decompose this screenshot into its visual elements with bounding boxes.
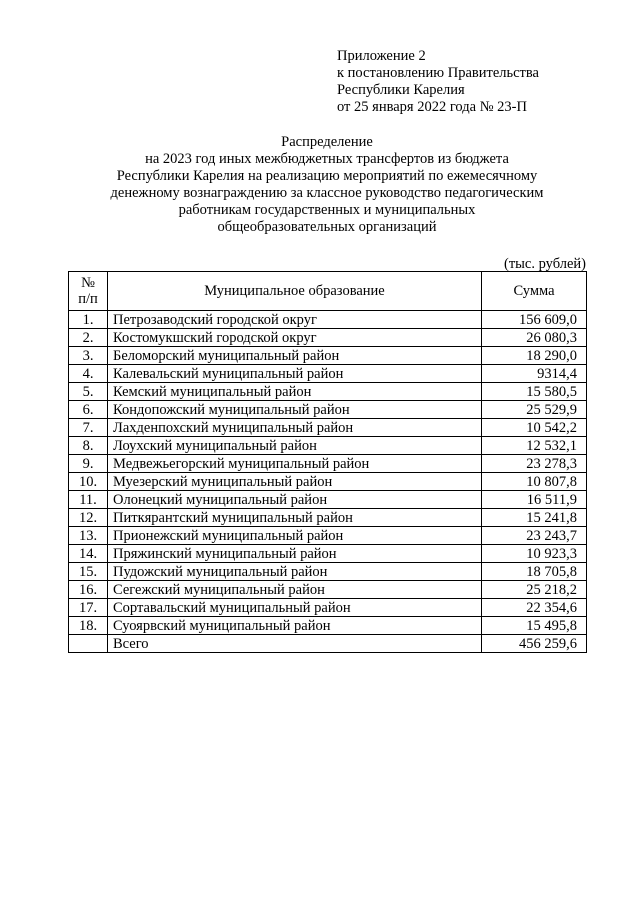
appendix-line: Республики Карелия — [337, 82, 465, 98]
row-sum: 26 080,3 — [482, 329, 587, 347]
row-number: 13. — [69, 527, 108, 545]
table-row — [69, 545, 587, 563]
row-municipality: Петрозаводский городской округ — [108, 311, 482, 329]
row-sum: 18 705,8 — [482, 563, 587, 581]
row-municipality: Муезерский муниципальный район — [108, 473, 482, 491]
appendix-line: от 25 января 2022 года № 23-П — [337, 99, 527, 115]
row-number: 5. — [69, 383, 108, 401]
row-municipality: Суоярвский муниципальный район — [108, 617, 482, 635]
row-municipality: Кондопожский муниципальный район — [108, 401, 482, 419]
row-municipality: Медвежьегорский муниципальный район — [108, 455, 482, 473]
row-number: 8. — [69, 437, 108, 455]
row-sum: 456 259,6 — [482, 635, 587, 653]
table-row — [69, 329, 587, 347]
row-sum: 10 807,8 — [482, 473, 587, 491]
row-sum: 16 511,9 — [482, 491, 587, 509]
title-line: на 2023 год иных межбюджетных трансфертов из бюджета — [145, 151, 509, 167]
appendix-line: Приложение 2 — [337, 48, 426, 64]
header-number-line2: п/п — [78, 291, 98, 307]
distribution-table — [68, 271, 587, 653]
row-sum: 23 243,7 — [482, 527, 587, 545]
row-sum: 10 542,2 — [482, 419, 587, 437]
row-sum: 15 495,8 — [482, 617, 587, 635]
title-line: общеобразовательных организаций — [217, 219, 437, 235]
row-number: 6. — [69, 401, 108, 419]
row-number: 10. — [69, 473, 108, 491]
table-header-row — [69, 272, 587, 311]
row-sum: 23 278,3 — [482, 455, 587, 473]
row-sum: 18 290,0 — [482, 347, 587, 365]
row-sum: 12 532,1 — [482, 437, 587, 455]
appendix-line: к постановлению Правительства — [337, 65, 539, 81]
table-row — [69, 365, 587, 383]
table-row — [69, 419, 587, 437]
row-municipality: Лоухский муниципальный район — [108, 437, 482, 455]
header-sum: Сумма — [482, 272, 587, 311]
row-municipality: Питкярантский муниципальный район — [108, 509, 482, 527]
row-number: 12. — [69, 509, 108, 527]
table-row — [69, 581, 587, 599]
header-number-line1: № — [81, 275, 95, 291]
table-row — [69, 347, 587, 365]
table-row — [69, 473, 587, 491]
row-municipality: Пряжинский муниципальный район — [108, 545, 482, 563]
row-municipality: Всего — [108, 635, 482, 653]
row-number: 16. — [69, 581, 108, 599]
row-municipality: Костомукшский городской округ — [108, 329, 482, 347]
title-line: работникам государственных и муниципальных — [178, 202, 476, 218]
row-sum: 9314,4 — [482, 365, 587, 383]
table-row — [69, 383, 587, 401]
table-row — [69, 437, 587, 455]
row-number: 7. — [69, 419, 108, 437]
row-sum: 15 580,5 — [482, 383, 587, 401]
row-number — [69, 635, 108, 653]
row-municipality: Сегежский муниципальный район — [108, 581, 482, 599]
table-row — [69, 509, 587, 527]
table-row — [69, 401, 587, 419]
units-label: (тыс. рублей) — [504, 256, 586, 272]
row-sum: 10 923,3 — [482, 545, 587, 563]
row-number: 15. — [69, 563, 108, 581]
table-row — [69, 491, 587, 509]
title-line: Распределение — [281, 134, 373, 150]
row-municipality: Лахденпохский муниципальный район — [108, 419, 482, 437]
row-sum: 156 609,0 — [482, 311, 587, 329]
document-title — [68, 134, 586, 236]
row-sum: 25 218,2 — [482, 581, 587, 599]
row-municipality: Беломорский муниципальный район — [108, 347, 482, 365]
table-row — [69, 311, 587, 329]
row-number: 11. — [69, 491, 108, 509]
row-number: 1. — [69, 311, 108, 329]
title-line: денежному вознаграждению за классное руководство педагогическим — [110, 185, 544, 201]
table-row — [69, 563, 587, 581]
appendix-header — [337, 48, 539, 116]
row-number: 18. — [69, 617, 108, 635]
table-row — [69, 527, 587, 545]
table-row — [69, 599, 587, 617]
row-number: 4. — [69, 365, 108, 383]
table-body — [69, 311, 587, 653]
row-number: 2. — [69, 329, 108, 347]
table-row — [69, 455, 587, 473]
table-row — [69, 617, 587, 635]
header-number — [69, 272, 108, 311]
row-sum: 25 529,9 — [482, 401, 587, 419]
row-number: 14. — [69, 545, 108, 563]
row-number: 17. — [69, 599, 108, 617]
row-municipality: Калевальский муниципальный район — [108, 365, 482, 383]
table-total-row — [69, 635, 587, 653]
row-municipality: Пудожский муниципальный район — [108, 563, 482, 581]
row-sum: 15 241,8 — [482, 509, 587, 527]
header-municipality: Муниципальное образование — [108, 272, 482, 311]
row-number: 3. — [69, 347, 108, 365]
row-municipality: Олонецкий муниципальный район — [108, 491, 482, 509]
row-municipality: Прионежский муниципальный район — [108, 527, 482, 545]
row-sum: 22 354,6 — [482, 599, 587, 617]
row-number: 9. — [69, 455, 108, 473]
row-municipality: Сортавальский муниципальный район — [108, 599, 482, 617]
row-municipality: Кемский муниципальный район — [108, 383, 482, 401]
title-line: Республики Карелия на реализацию мероприятий по ежемесячному — [116, 168, 538, 184]
